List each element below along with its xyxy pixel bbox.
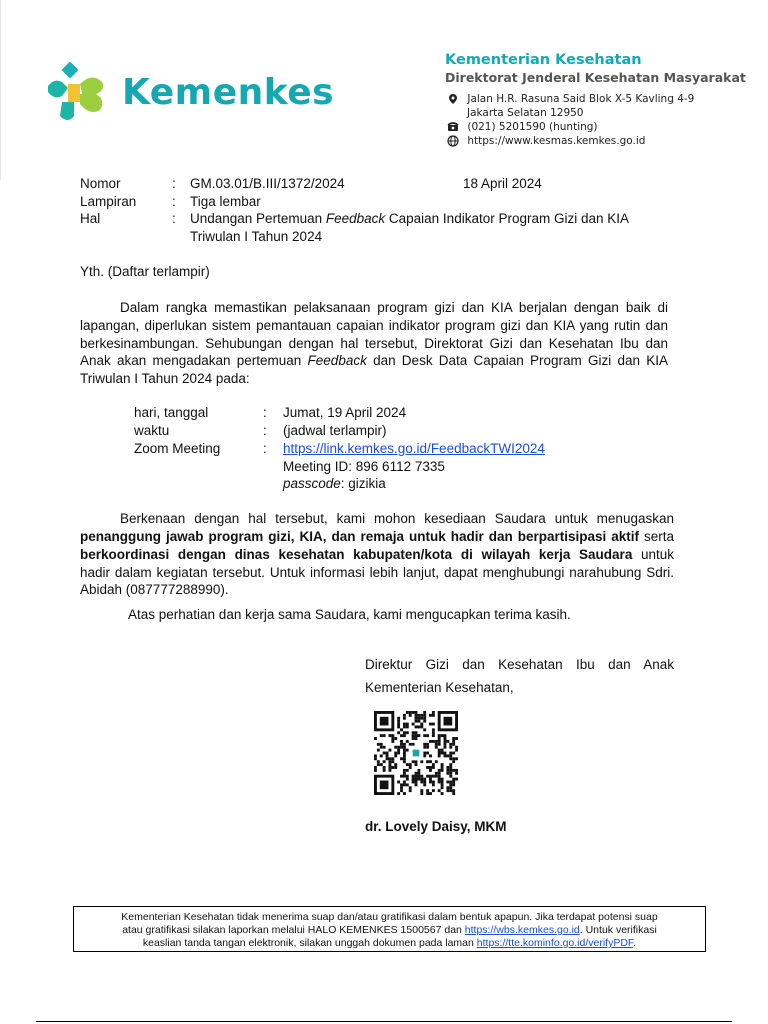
footer-line2-post: . Untuk verifikasi bbox=[579, 924, 657, 936]
para2-line3-post: untuk bbox=[632, 547, 674, 562]
closing-text: Atas perhatian dan kerja sama Saudara, kami mengucapkan terima kasih. bbox=[128, 607, 571, 622]
day-label: hari, tanggal bbox=[134, 405, 209, 420]
hal-label: Hal bbox=[80, 211, 101, 226]
globe-icon bbox=[447, 135, 459, 147]
address-line1: Jalan H.R. Rasuna Said Blok X-5 Kavling 4-9 bbox=[467, 93, 695, 105]
logo-wordmark: Kemenkes bbox=[122, 72, 335, 113]
footer-line2-pre: atau gratifikasi silakan laporkan melalui HALO KEMENKES 1500567 dan bbox=[122, 924, 465, 936]
para1-line4-pre: Anak akan mengadakan pertemuan bbox=[80, 353, 308, 368]
footer-line1: Kementerian Kesehatan tidak menerima suap dan/atau gratifikasi dalam bentuk apapun. Jika terdapat potensi suap bbox=[121, 911, 658, 923]
letter-date: 18 April 2024 bbox=[463, 176, 542, 191]
para2-line3-bold: berkoordinasi dengan dinas kesehatan kabupaten/kota di wilayah kerja Saudara bbox=[80, 547, 633, 562]
para1-line4-italic: Feedback bbox=[307, 353, 367, 368]
zoom-label: Zoom Meeting bbox=[134, 441, 221, 456]
directorate-name: Direktorat Jenderal Kesehatan Masyarakat bbox=[445, 70, 746, 85]
nomor-value: GM.03.01/B.III/1372/2024 bbox=[190, 176, 345, 191]
website-link[interactable]: https://www.kesmas.kemkes.go.id bbox=[467, 135, 646, 147]
day-value: Jumat, 19 April 2024 bbox=[283, 405, 407, 420]
address-block bbox=[447, 92, 694, 148]
para2-line3 bbox=[80, 546, 674, 564]
footer-line3-pre: keaslian tanda tangan elektronik, silakan unggah dokumen pada laman bbox=[142, 937, 477, 949]
para1-line5: Triwulan I Tahun 2024 pada: bbox=[80, 371, 250, 386]
meeting-id: Meeting ID: 896 6112 7335 bbox=[283, 459, 445, 474]
hal-colon: : bbox=[172, 211, 176, 226]
para2-line4: hadir dalam kegiatan tersebut. Untuk informasi lebih lanjut, dapat menghubungi narahubung Sdri. bbox=[80, 565, 674, 580]
para2-line2-post: serta bbox=[639, 529, 675, 544]
signature-title-line1: Direktur Gizi dan Kesehatan Ibu dan Anak bbox=[365, 657, 674, 672]
nomor-label: Nomor bbox=[80, 176, 121, 191]
time-value: (jadwal terlampir) bbox=[283, 423, 387, 438]
tte-verify-link[interactable]: https://tte.kominfo.go.id/verifyPDF bbox=[476, 937, 634, 949]
para1-line3: berkesinambungan. Sehubungan dengan hal tersebut, Direktorat Gizi dan Kesehatan Ibu dan bbox=[80, 336, 668, 351]
footer-line2 bbox=[74, 924, 705, 937]
para1-line4-post: dan Desk Data Capaian Program Gizi dan KIA bbox=[366, 353, 669, 368]
passcode-value: : gizikia bbox=[340, 476, 386, 491]
org-name: Kementerian Kesehatan bbox=[445, 52, 642, 68]
passcode bbox=[283, 475, 386, 493]
lampiran-label: Lampiran bbox=[80, 194, 137, 209]
location-pin-icon bbox=[447, 93, 459, 105]
day-colon: : bbox=[263, 405, 267, 420]
zoom-link[interactable]: https://link.kemkes.go.id/FeedbackTWI2024 bbox=[283, 441, 545, 456]
footer-disclaimer bbox=[73, 906, 706, 952]
time-colon: : bbox=[263, 423, 267, 438]
passcode-label: passcode bbox=[283, 476, 341, 491]
letterhead-divider bbox=[0, 0, 1, 180]
recipient: Yth. (Daftar terlampir) bbox=[80, 264, 210, 279]
hal-value bbox=[190, 210, 629, 228]
letterhead bbox=[0, 0, 768, 170]
footer-line3 bbox=[74, 937, 705, 950]
kemenkes-logo-icon bbox=[40, 62, 108, 124]
para2-line1: Berkenaan dengan hal tersebut, kami mohon kesediaan Saudara untuk menugaskan bbox=[120, 511, 674, 526]
hal-value-italic: Feedback bbox=[325, 211, 386, 226]
address-line2: Jakarta Selatan 12950 bbox=[467, 107, 584, 119]
para1-line1: Dalam rangka memastikan pelaksanaan program gizi dan KIA berjalan dengan baik di bbox=[120, 300, 668, 315]
hal-value-post: Capaian Indikator Program Gizi dan KIA bbox=[385, 211, 630, 226]
para2-line5: Abidah (087777288990). bbox=[80, 582, 229, 597]
para2-line2-bold: penanggung jawab program gizi, KIA, dan remaja untuk hadir dan berpartisipasi aktif bbox=[80, 529, 639, 544]
phone-number: (021) 5201590 (hunting) bbox=[467, 121, 598, 133]
zoom-colon: : bbox=[263, 441, 267, 456]
signatory-name: dr. Lovely Daisy, MKM bbox=[365, 819, 507, 834]
time-label: waktu bbox=[134, 423, 170, 438]
para1-line2: lapangan, diperlukan sistem pemantauan capaian indikator program gizi dan KIA yang rutin dan bbox=[80, 318, 668, 333]
signature-title-line2: Kementerian Kesehatan, bbox=[365, 680, 514, 695]
hal-value-pre: Undangan Pertemuan bbox=[190, 211, 326, 226]
wbs-link[interactable]: https://wbs.kemkes.go.id bbox=[464, 924, 580, 936]
signature-qr-code bbox=[372, 711, 460, 795]
lampiran-value: Tiga lembar bbox=[190, 194, 261, 209]
para1-line4 bbox=[80, 352, 668, 370]
lampiran-colon: : bbox=[172, 194, 176, 209]
hal-value-line2: Triwulan I Tahun 2024 bbox=[190, 229, 323, 244]
bottom-rule bbox=[36, 1021, 732, 1022]
para2-line2 bbox=[80, 528, 674, 546]
nomor-colon: : bbox=[172, 176, 176, 191]
phone-icon bbox=[447, 121, 459, 133]
footer-line3-post: . bbox=[633, 937, 637, 949]
